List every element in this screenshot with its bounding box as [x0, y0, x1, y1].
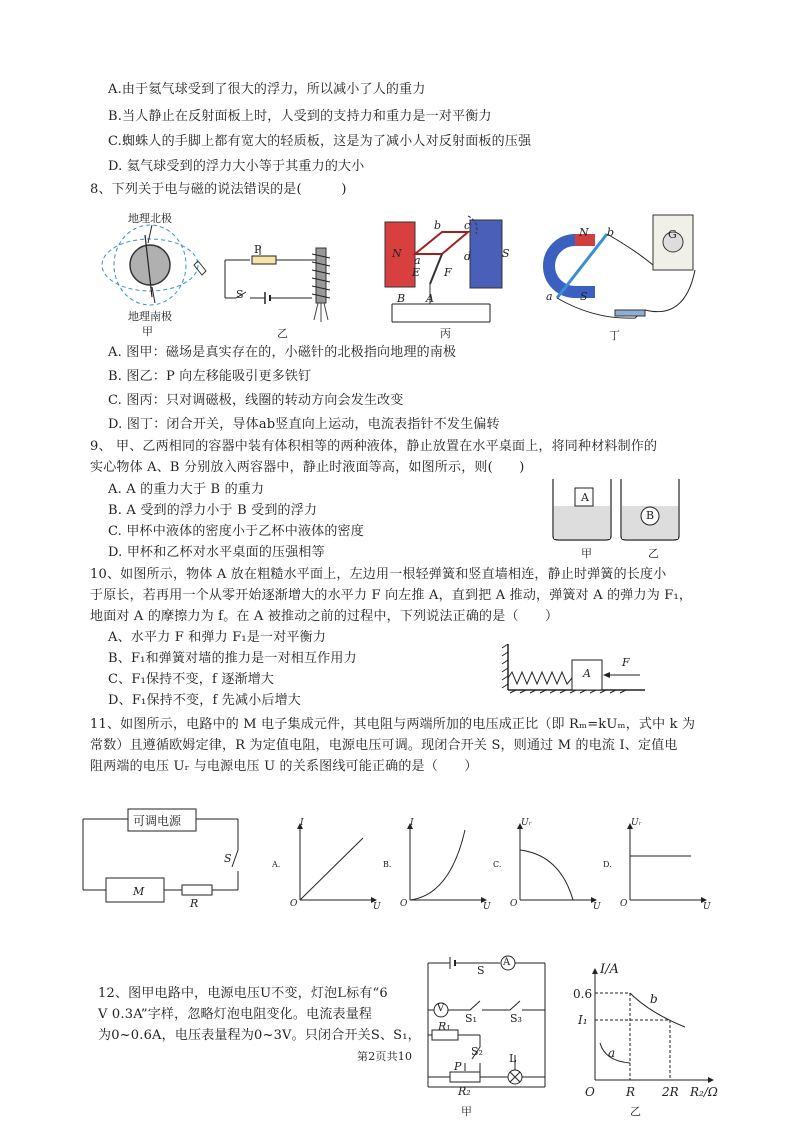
figure-beakers [548, 474, 693, 544]
fig-jia-caption: 甲 [142, 325, 153, 338]
fig-beaker-cap-yi: 乙 [648, 547, 659, 560]
q12-circuit-p: P [454, 1060, 462, 1073]
fig-ding-n: N [579, 226, 589, 239]
graph-d-origin: O [620, 899, 628, 909]
q7-option-d: D. 氦气球受到的浮力大小等于其重力的大小 [108, 159, 365, 174]
figure-q12-graph [580, 965, 720, 1090]
graph-c-opt: C. [493, 860, 502, 869]
fig-bing-s: S [502, 247, 510, 260]
q7-option-a: A.由于氦气球受到了很大的浮力，所以减小了人的重力 [108, 82, 426, 97]
q9-option-d: D. 甲杯和乙杯对水平桌面的压强相等 [108, 545, 325, 560]
q9-option-a: A. A 的重力大于 B 的重力 [108, 482, 265, 497]
q12-graph-ylabel: I/A [600, 962, 619, 977]
q12-line-2: V 0.3A”字样，忽略灯泡电阻变化。电流表量程 [98, 1007, 373, 1022]
graph-d-xlabel: U [703, 902, 711, 912]
graph-a-xlabel: U [373, 902, 381, 912]
graph-a-ylabel: I [300, 818, 304, 828]
fig-yi-caption: 乙 [277, 327, 288, 340]
q10-stem-3: 地面对 A 的摩擦力为 f。在 A 被推动之前的过程中，下列说法正确的是（ ） [90, 609, 559, 624]
q11-circuit-r: R [190, 897, 199, 910]
q10-option-a: A、水平力 F 和弹力 F₁是一对平衡力 [108, 630, 327, 645]
graph-b-ylabel: I [410, 818, 414, 828]
q12-circuit-s: S [477, 964, 485, 977]
graph-b-curve [395, 820, 490, 910]
fig-ding-b: b [607, 226, 615, 239]
fig-beaker-obj-a: A [581, 491, 589, 504]
q12-graph-ymid: I₁ [578, 1013, 588, 1027]
graph-c-decreasing [505, 820, 600, 910]
q9-option-b: B. A 受到的浮力小于 B 受到的浮力 [108, 503, 318, 518]
q8-option-c: C. 图丙：只对调磁极，线圈的转动方向会发生改变 [108, 393, 404, 408]
fig-spring-force-f: F [622, 656, 630, 669]
q12-graph-origin: O [585, 1085, 595, 1099]
graph-c-xlabel: U [593, 902, 601, 912]
q12-graph-curve-a: a [608, 1046, 616, 1060]
fig-bing-c: c [464, 219, 471, 232]
fig-beaker-obj-b: B [646, 509, 655, 522]
q9-stem-2: 实心物体 A、B 分别放入两容器中，静止时液面等高，如图所示，则( ) [90, 460, 525, 475]
q7-option-b: B.当人静止在反射面板上时，人受到的支持力和重力是一对平衡力 [108, 109, 492, 124]
q12-circuit-lamp: L [509, 1052, 517, 1065]
fig-spring-block-a: A [583, 667, 591, 680]
graph-d-ylabel: Uᵣ [631, 818, 642, 828]
page-footer: 第2页共10 [357, 1050, 413, 1063]
q12-line-3: 为0~0.6A，电压表量程为0~3V。只闭合开关S、S₁， [98, 1028, 421, 1043]
graph-d-constant [615, 820, 710, 910]
fig-beaker-cap-jia: 甲 [581, 547, 592, 560]
graph-a-linear [285, 820, 380, 910]
graph-a-origin: O [290, 899, 298, 909]
q10-stem-2: 于原长，若再用一个从零开始逐渐增大的水平力 F 向左推 A，直到把 A 推动，弹簧对 A 的弹力为 F₁， [90, 588, 693, 603]
graph-c-ylabel: Uᵣ [521, 818, 532, 828]
fig-ding-g: G [668, 228, 677, 241]
fig-bing-bb: B [397, 292, 406, 305]
q12-graph-ytop: 0.6 [573, 987, 593, 1001]
q12-circuit-r2: R₂ [458, 1085, 471, 1098]
q12-graph-x2: 2R [662, 1085, 679, 1099]
q10-option-d: D、F₁保持不变，f 先减小后增大 [108, 693, 301, 708]
q10-option-b: B、F₁和弹簧对墙的推力是一对相互作用力 [108, 651, 357, 666]
q8-option-b: B. 图乙：P 向左移能吸引更多铁钉 [108, 369, 312, 384]
q11-circuit-m: M [133, 885, 145, 898]
q12-line-1: 12、图甲电路中，电源电压U不变，灯泡L标有“6 [98, 986, 388, 1001]
q12-circuit-r1: R₁ [438, 1020, 451, 1033]
graph-b-xlabel: U [483, 902, 491, 912]
graph-b-opt: B. [383, 860, 392, 869]
q11-circuit-s: S [224, 852, 232, 865]
q12-graph-x1: R [626, 1085, 636, 1099]
fig-jia-south-label: 地理南极 [128, 310, 172, 323]
q9-option-c: C. 甲杯中液体的密度小于乙杯中液体的密度 [108, 524, 364, 539]
fig-bing-d: d [464, 250, 472, 263]
q12-circuit-caption: 甲 [461, 1105, 472, 1118]
fig-yi-s-label: S [236, 288, 244, 301]
fig-bing-b: b [434, 219, 442, 232]
q11-circuit-source: 可调电源 [133, 814, 182, 828]
fig-bing-aa: A [426, 292, 434, 305]
q10-stem-1: 10、如图所示，物体 A 放在粗糙水平面上，左边用一根轻弹簧和竖直墙相连，静止时弹簧的长度小 [90, 567, 667, 582]
fig-bing-a: a [414, 254, 421, 267]
graph-a-opt: A. [272, 860, 281, 869]
fig-ding-s: S [580, 290, 588, 303]
q10-option-c: C、F₁保持不变，f 逐渐增大 [108, 672, 275, 687]
q7-option-c: C.蜘蛛人的手脚上都有宽大的轻质板，这是为了减小人对反射面板的压强 [108, 134, 532, 149]
fig-bing-f: F [444, 266, 452, 279]
q11-stem-2: 常数）且遵循欧姆定律，R 为定值电阻，电源电压可调。现闭合开关 S，则通过 M 的电流 I、定值电 [90, 738, 678, 753]
q11-stem-1: 11、如图所示，电路中的 M 电子集成元件，其电阻与两端所加的电压成正比（即 Rₘ=kUₘ，式中 k 为 [90, 717, 696, 732]
q8-stem: 8、下列关于电与磁的说法错误的是( ) [90, 182, 347, 197]
figure-electromagnet [220, 240, 340, 325]
q12-graph-curve-b: b [650, 992, 658, 1006]
q12-circuit-s3: S₃ [510, 1012, 522, 1025]
fig-jia-north-label: 地理北极 [128, 212, 172, 225]
q12-circuit-ammeter: A [503, 957, 511, 968]
fig-ding-a: a [546, 290, 553, 303]
fig-bing-e: E [412, 266, 421, 279]
graph-d-opt: D. [603, 860, 612, 869]
q8-option-a: A. 图甲：磁场是真实存在的，小磁针的北极指向地理的南极 [108, 345, 457, 360]
q12-circuit-voltmeter: V [437, 1003, 445, 1014]
q11-stem-3: 阻两端的电压 Uᵣ 与电源电压 U 的关系图线可能正确的是（ ） [90, 759, 478, 774]
q12-circuit-s1: S₁ [465, 1012, 477, 1025]
figure-induction [535, 210, 705, 325]
fig-bing-n: N [392, 247, 402, 260]
fig-yi-p-label: P [254, 243, 262, 256]
fig-bing-caption: 丙 [440, 327, 451, 340]
q9-stem-1: 9、 甲、乙两相同的容器中装有体积相等的两种液体，静止放置在水平桌面上，将同种材料制作的 [90, 439, 658, 454]
q8-option-d: D. 图丁：闭合开关，导体ab竖直向上运动，电流表指针不发生偏转 [108, 417, 500, 432]
graph-b-origin: O [400, 899, 408, 909]
q12-graph-caption: 乙 [630, 1105, 641, 1118]
q12-circuit-s2: S₂ [471, 1045, 483, 1058]
fig-ding-caption: 丁 [609, 329, 620, 342]
graph-c-origin: O [510, 899, 518, 909]
q12-graph-xlabel: R₂/Ω [690, 1085, 718, 1099]
